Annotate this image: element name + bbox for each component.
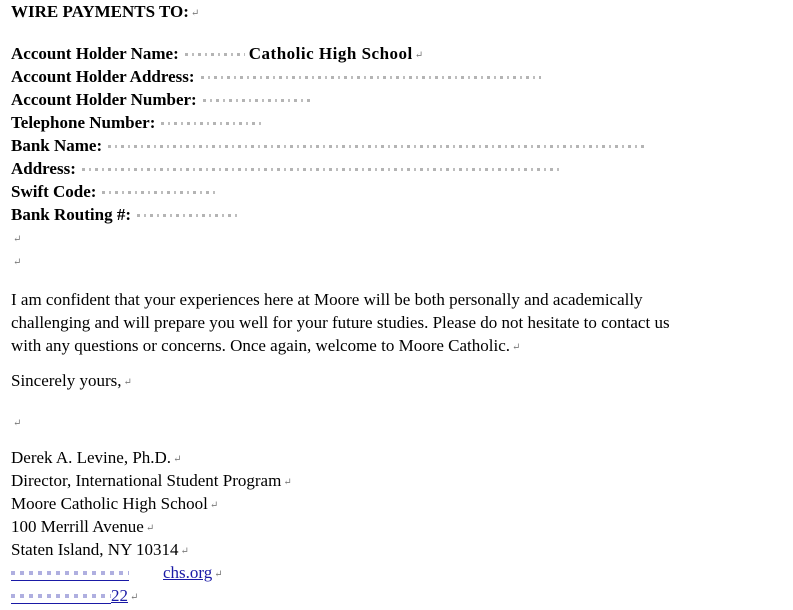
redacted-value <box>201 72 541 84</box>
spacer <box>11 23 786 42</box>
signature-city: Staten Island, NY 10314 ↵ <box>11 540 189 559</box>
signature-email-link[interactable]: chs.org ↵ <box>11 561 786 584</box>
redacted-value <box>203 95 313 107</box>
redacted-value <box>108 141 648 153</box>
email-link-text[interactable]: chs.org <box>163 563 213 582</box>
redacted-email[interactable] <box>11 568 129 581</box>
empty-paragraph: ↵ <box>13 418 22 429</box>
spacer <box>11 272 786 288</box>
spacer <box>11 392 786 410</box>
redacted-value <box>102 187 217 199</box>
field-account-holder-name: Account Holder Name: Catholic High School ↵ <box>11 44 424 63</box>
signature-name: Derek A. Levine, Ph.D. ↵ <box>11 448 182 467</box>
redacted-phone[interactable] <box>11 591 111 604</box>
signature-street: 100 Merrill Avenue ↵ <box>11 517 155 536</box>
welcome-paragraph: I am confident that your experiences here at Moore will be both personally and academically challenging and will prepare you well for your future studies. Please do not hesitate to contact us with any questions or concerns. Once again, welcome to Moore Catholic. ↵ <box>11 290 670 355</box>
paragraph-mark: ↵ <box>190 8 200 19</box>
empty-paragraph: ↵ <box>13 234 22 245</box>
field-bank-name: Bank Name: <box>11 134 786 157</box>
field-bank-routing: Bank Routing #: <box>11 203 786 226</box>
field-value-visible: Catholic High School <box>248 44 413 63</box>
empty-paragraph: ↵ <box>13 257 22 268</box>
redacted-value <box>82 164 562 176</box>
field-telephone-number: Telephone Number: <box>11 111 786 134</box>
spacer <box>11 433 786 446</box>
closing: Sincerely yours, ↵ <box>11 371 132 390</box>
document-body <box>11 0 786 607</box>
redacted-value <box>137 210 237 222</box>
signature-title: Director, International Student Program ↵ <box>11 471 292 490</box>
field-swift-code: Swift Code: <box>11 180 786 203</box>
redacted-value <box>185 49 245 61</box>
signature-phone-link[interactable]: 22 ↵ <box>11 584 786 607</box>
redacted-value <box>161 118 261 130</box>
phone-link-text[interactable]: 22 <box>111 586 128 605</box>
signature-school: Moore Catholic High School ↵ <box>11 494 219 513</box>
spacer <box>11 359 786 369</box>
field-bank-address: Address: <box>11 157 786 180</box>
field-account-holder-number: Account Holder Number: <box>11 88 786 111</box>
wire-payments-heading: WIRE PAYMENTS TO: ↵ <box>11 0 786 23</box>
field-account-holder-address: Account Holder Address: <box>11 65 786 88</box>
